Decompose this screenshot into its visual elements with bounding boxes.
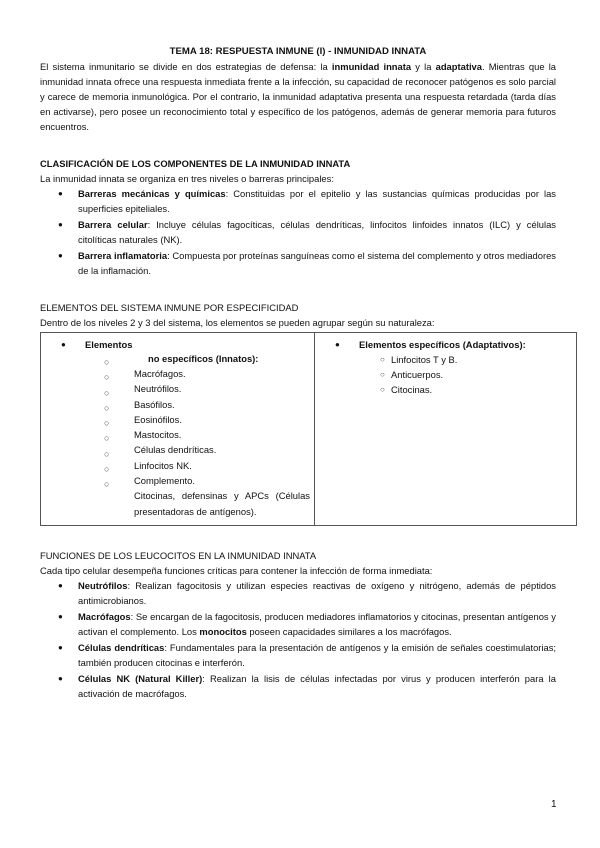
list-item: Linfocitos NK. [134, 459, 192, 471]
circle-bullet-icon: ○ [104, 357, 110, 367]
section-lead: Cada tipo celular desempeña funciones críticas para contener la infección de forma inmediata: [40, 564, 433, 576]
adaptive-heading [321, 337, 572, 352]
circle-bullet-icon: ○ [104, 448, 110, 459]
item-text: : Incluye células fagocíticas, células dendríticas, linfocitos linfoides innatos (ILC) y células citolíticas naturales (NK). [78, 219, 556, 245]
section-lead: Dentro de los niveles 2 y 3 del sistema, los elementos se pueden agrupar según su naturaleza: [40, 317, 435, 328]
barriers-list [40, 186, 556, 278]
circle-bullet-icon: ○ [104, 372, 110, 383]
list-item: Mastocitos. [134, 429, 182, 441]
item-label: Células dendríticas [78, 641, 165, 653]
circle-bullet-icon: ○ [104, 479, 110, 490]
item-label: Barreras mecánicas y químicas [78, 188, 226, 199]
innate-heading-b: no específicos (Innatos): [148, 353, 259, 364]
list-item [40, 609, 556, 639]
item-label: Neutrófilos [78, 579, 128, 591]
list-item: Basófilos. [134, 398, 175, 410]
circle-bullet-icon: ○ [104, 387, 110, 398]
section-heading-clasificacion: CLASIFICACIÓN DE LOS COMPONENTES DE LA INMUNIDAD INNATA [40, 158, 351, 169]
intro-text: . Mientras que la inmunidad innata ofrece una respuesta inmediata frente a la infección, su capacidad de reconocer patógenos es solo parcial y carece de memoria inmunológica. Por el contrario, la inmunidad adaptativa presenta una respuesta retardada (tarda días en activarse), pero posee un reconocimiento total y específico de los patógenos, además de generar memoria para futuros encuentros. [40, 61, 556, 132]
page-number: 1 [551, 799, 557, 810]
list-item: ○ Linfocitos T y B. [381, 352, 572, 367]
item-label: Células NK (Natural Killer) [78, 672, 203, 684]
circle-bullet-icon: ○ [104, 402, 110, 413]
circle-bullets [104, 355, 109, 493]
list-item [40, 217, 556, 247]
intro-paragraph [40, 59, 556, 134]
list-item: Neutrófilos. [134, 383, 182, 395]
intro-text: y la [411, 61, 436, 72]
section-heading-funciones: FUNCIONES DE LOS LEUCOCITOS EN LA INMUNIDAD INNATA [40, 549, 317, 561]
section-lead: La inmunidad innata se organiza en tres niveles o barreras principales: [40, 173, 334, 184]
item-text: poseen capacidades similares a los macrófagos. [246, 625, 452, 637]
innate-heading [47, 337, 310, 352]
item-label: Barrera inflamatoria [78, 250, 168, 261]
innate-column [41, 333, 315, 525]
adaptive-heading-text: Elementos específicos (Adaptativos): [359, 339, 526, 350]
list-item: Células dendríticas. [134, 444, 217, 456]
list-item: ○ Citocinas. [381, 382, 572, 397]
circle-bullet-icon: ○ [104, 433, 110, 444]
adaptive-list [321, 352, 572, 397]
item-label: Barrera celular [78, 219, 148, 230]
intro-text: El sistema inmunitario se divide en dos estrategias de defensa: la [40, 61, 332, 72]
item-text: : Constituidas por el epitelio y las sustancias químicas producidas por las superficies epiteliales. [78, 188, 556, 214]
item-label: Macrófagos [78, 610, 131, 622]
item-text: : Realizan fagocitosis y utilizan especies reactivas de oxígeno y nitrógeno, además de péptidos antimicrobianos. [78, 579, 556, 606]
document-title: TEMA 18: RESPUESTA INMUNE (I) - INMUNIDAD INNATA [169, 46, 427, 57]
item-text: : Fundamentales para la presentación de antígenos y la emisión de señales coestimulatorias; también producen citocinas e interferón. [78, 641, 556, 668]
list-item [40, 640, 556, 670]
list-item: Complemento. [134, 475, 195, 487]
list-item [40, 578, 556, 608]
intro-bold-innata: inmunidad innata [331, 61, 412, 72]
elements-table [40, 332, 577, 526]
adaptive-column [315, 333, 576, 525]
innate-heading-b-row [47, 351, 310, 366]
circle-bullet-icon: ○ [104, 418, 110, 429]
list-item: Citocinas, defensinas y APCs (Células presentadoras de antígenos). [134, 490, 310, 517]
item-text: : Compuesta por proteínas sanguíneas como el sistema del complemento y otros mediadores de la inflamación. [78, 250, 556, 276]
item-text: : Realizan la lisis de células infectadas por virus y producen interferón para la activación de macrófagos. [78, 672, 556, 699]
document-page [40, 44, 556, 702]
leukocyte-list [40, 578, 556, 701]
intro-bold-adaptativa: adaptativa [435, 61, 482, 72]
list-item [40, 248, 556, 278]
innate-list [47, 366, 310, 519]
list-item: Macrófagos. [134, 368, 186, 379]
list-item [40, 671, 556, 701]
list-item [40, 186, 556, 216]
item-text: : Se encargan de la fagocitosis, producen mediadores inflamatorios y citocinas, presentan antígenos y activan el complemento. Los [78, 610, 556, 637]
list-item: ○ Anticuerpos. [381, 367, 572, 382]
section-heading-elementos: ELEMENTOS DEL SISTEMA INMUNE POR ESPECIFICIDAD [40, 302, 299, 313]
list-item: Eosinófilos. [134, 413, 182, 425]
monocitos-label: monocitos [199, 625, 247, 637]
innate-heading-a: Elementos [85, 339, 133, 350]
circle-bullet-icon: ○ [104, 464, 110, 475]
